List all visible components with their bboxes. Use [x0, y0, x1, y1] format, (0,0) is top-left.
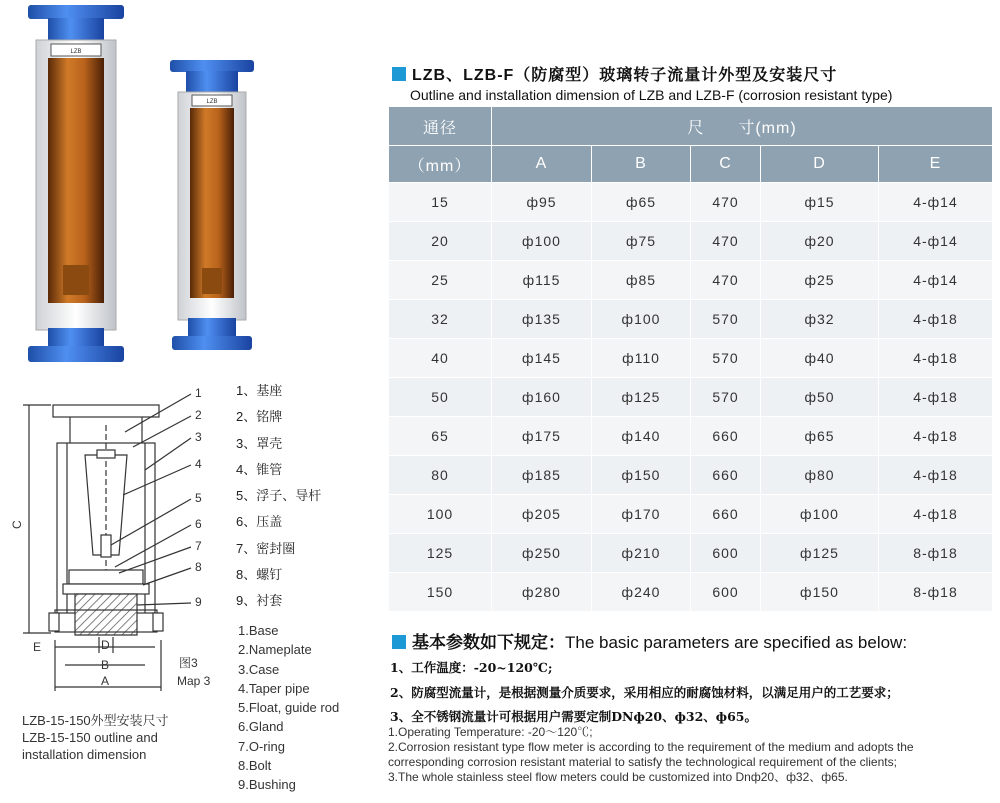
cell-c: 600 — [691, 573, 761, 612]
table-row — [389, 339, 993, 378]
header-col-d: D — [761, 146, 879, 183]
cell-b: ф140 — [592, 417, 691, 456]
cell-b: ф100 — [592, 300, 691, 339]
dim-label-d: D — [101, 638, 110, 652]
cell-c: 470 — [691, 222, 761, 261]
dimension-table — [388, 106, 993, 612]
legend-cn-item: 8、螺钉 — [236, 567, 283, 583]
table-row — [389, 378, 993, 417]
cell-b: ф75 — [592, 222, 691, 261]
cell-bore: 100 — [389, 495, 492, 534]
cell-e: 8-ф18 — [879, 534, 993, 573]
cell-a: ф160 — [492, 378, 592, 417]
cell-d: ф32 — [761, 300, 879, 339]
cell-c: 570 — [691, 339, 761, 378]
cell-a: ф175 — [492, 417, 592, 456]
legend-en-item: 7.O-ring — [238, 738, 285, 754]
cell-a: ф205 — [492, 495, 592, 534]
cell-e: 4-ф14 — [879, 261, 993, 300]
cell-b: ф110 — [592, 339, 691, 378]
legend-cn-item: 9、衬套 — [236, 593, 283, 609]
header-bore-1: 通径 — [389, 107, 492, 146]
flowmeter-small — [170, 60, 254, 350]
cell-b: ф170 — [592, 495, 691, 534]
section-title-cn-text: LZB、LZB-F（防腐型）玻璃转子流量计外型及安装尺寸 — [412, 67, 838, 84]
nameplate-left: LZB — [70, 49, 82, 55]
legend-en-item: 6.Gland — [238, 719, 284, 735]
table-row — [389, 183, 993, 222]
cell-bore: 25 — [389, 261, 492, 300]
table-row — [389, 534, 993, 573]
table-row — [389, 222, 993, 261]
param-en-line-4: 3.The whole stainless steel flow meters could be customized into Dnф20、ф32、ф65. — [388, 770, 848, 784]
legend-cn-item: 3、罩壳 — [236, 435, 283, 451]
flowmeter-photo — [18, 0, 278, 375]
cell-bore: 65 — [389, 417, 492, 456]
cell-d: ф65 — [761, 417, 879, 456]
cell-c: 660 — [691, 417, 761, 456]
callout-8: 8 — [195, 560, 202, 574]
legend-en-item: 2.Nameplate — [238, 642, 312, 658]
cell-c: 660 — [691, 456, 761, 495]
map-label-en: Map 3 — [177, 674, 211, 688]
legend-cn-item: 1、基座 — [236, 383, 283, 398]
callout-7: 7 — [195, 539, 202, 553]
cell-b: ф125 — [592, 378, 691, 417]
caption-line-1: LZB-15-150外型安装尺寸 — [22, 713, 169, 728]
cell-b: ф240 — [592, 573, 691, 612]
cell-c: 570 — [691, 300, 761, 339]
header-col-e: E — [879, 146, 993, 183]
cell-d: ф100 — [761, 495, 879, 534]
cell-c: 470 — [691, 261, 761, 300]
param-cn-line-1: 1、工作温度：-20~120℃; — [390, 660, 553, 675]
legend-en-item: 3.Case — [238, 661, 280, 677]
legend-cn-item: 4、锥管 — [236, 461, 283, 477]
legend-cn-item: 6、压盖 — [236, 514, 283, 530]
cell-e: 4-ф14 — [879, 222, 993, 261]
legend-en-item: 9.Bushing — [238, 777, 296, 793]
cell-bore: 32 — [389, 300, 492, 339]
cell-a: ф95 — [492, 183, 592, 222]
table-body — [389, 183, 993, 612]
table-row — [389, 417, 993, 456]
params-title-cn: 基本参数如下规定： — [412, 633, 565, 652]
cell-d: ф20 — [761, 222, 879, 261]
parts-legend-en — [238, 622, 388, 796]
table-row — [389, 300, 993, 339]
legend-en-item: 8.Bolt — [238, 758, 272, 774]
legend-cn-item: 5、浮子、导杆 — [236, 488, 322, 504]
cell-d: ф150 — [761, 573, 879, 612]
params-title-en: The basic parameters are specified as below: — [565, 633, 908, 652]
cell-d: ф25 — [761, 261, 879, 300]
cell-a: ф250 — [492, 534, 592, 573]
section-title-en: Outline and installation dimension of LZB and LZB-F (corrosion resistant type) — [410, 87, 893, 103]
table-row — [389, 495, 993, 534]
cell-e: 4-ф18 — [879, 339, 993, 378]
cell-a: ф185 — [492, 456, 592, 495]
cell-e: 4-ф14 — [879, 183, 993, 222]
legend-en-item: 4.Taper pipe — [238, 680, 310, 696]
cell-c: 470 — [691, 183, 761, 222]
dim-label-e: E — [33, 640, 42, 654]
legend-en-item: 1.Base — [238, 623, 279, 638]
cell-a: ф115 — [492, 261, 592, 300]
header-size: 尺 寸(mm) — [492, 107, 993, 146]
cell-bore: 80 — [389, 456, 492, 495]
cell-e: 4-ф18 — [879, 300, 993, 339]
param-en-line-1: 1.Operating Temperature: -20～120℃; — [388, 725, 593, 739]
callout-3: 3 — [195, 430, 202, 444]
params-title — [392, 628, 907, 653]
callout-2: 2 — [195, 408, 202, 422]
legend-en-item: 5.Float, guide rod — [238, 700, 340, 716]
header-col-a: A — [492, 146, 592, 183]
legend-cn-item: 7、密封圈 — [236, 540, 296, 556]
param-cn-line-2: 2、防腐型流量计，是根据测量介质要求，采用相应的耐腐蚀材料，以满足用户的工艺要求； — [390, 685, 899, 700]
cell-bore: 15 — [389, 183, 492, 222]
cell-e: 4-ф18 — [879, 417, 993, 456]
map-label-cn: 图3 — [179, 656, 198, 670]
cell-b: ф65 — [592, 183, 691, 222]
cell-bore: 150 — [389, 573, 492, 612]
section-marker-icon — [392, 67, 406, 81]
cell-c: 660 — [691, 495, 761, 534]
header-bore-2: （mm） — [389, 146, 492, 183]
cell-d: ф40 — [761, 339, 879, 378]
param-en-block — [388, 725, 993, 785]
cell-b: ф210 — [592, 534, 691, 573]
cell-c: 600 — [691, 534, 761, 573]
callout-4: 4 — [195, 457, 202, 471]
param-cn-line-3: 3、全不锈钢流量计可根据用户需要定制DNф20、ф32、ф65。 — [390, 709, 757, 724]
cell-d: ф15 — [761, 183, 879, 222]
param-en-line-3: corresponding corrosion resistant material to satisfy the technological requirement of the clients; — [388, 755, 897, 769]
cell-a: ф145 — [492, 339, 592, 378]
caption-line-2: LZB-15-150 outline and — [22, 730, 158, 745]
cell-d: ф80 — [761, 456, 879, 495]
cell-b: ф85 — [592, 261, 691, 300]
callout-6: 6 — [195, 517, 202, 531]
cell-c: 570 — [691, 378, 761, 417]
cell-a: ф100 — [492, 222, 592, 261]
section-marker-icon — [392, 635, 406, 649]
table-row — [389, 456, 993, 495]
cell-e: 8-ф18 — [879, 573, 993, 612]
caption-line-3: installation dimension — [22, 747, 147, 762]
dim-label-c: C — [10, 520, 24, 529]
dim-label-b: B — [101, 658, 110, 672]
cell-bore: 50 — [389, 378, 492, 417]
cell-d: ф50 — [761, 378, 879, 417]
outline-drawing — [10, 385, 245, 705]
callout-9: 9 — [195, 595, 202, 609]
flowmeter-large — [28, 5, 124, 362]
dim-label-a: A — [101, 674, 110, 688]
cell-d: ф125 — [761, 534, 879, 573]
header-col-b: B — [592, 146, 691, 183]
cell-bore: 20 — [389, 222, 492, 261]
nameplate-right: LZB — [206, 99, 218, 105]
table-row — [389, 261, 993, 300]
cell-b: ф150 — [592, 456, 691, 495]
legend-cn-item: 2、铭牌 — [236, 409, 283, 425]
cell-a: ф135 — [492, 300, 592, 339]
parts-legend-cn — [236, 382, 356, 619]
cell-a: ф280 — [492, 573, 592, 612]
cell-e: 4-ф18 — [879, 495, 993, 534]
callout-1: 1 — [195, 386, 202, 400]
drawing-caption — [22, 712, 169, 763]
table-row — [389, 573, 993, 612]
callout-5: 5 — [195, 491, 202, 505]
header-col-c: C — [691, 146, 761, 183]
cell-bore: 40 — [389, 339, 492, 378]
param-en-line-2: 2.Corrosion resistant type flow meter is according to the requirement of the medium and adopts the — [388, 740, 914, 754]
cell-e: 4-ф18 — [879, 378, 993, 417]
cell-bore: 125 — [389, 534, 492, 573]
cell-e: 4-ф18 — [879, 456, 993, 495]
section-title-cn — [392, 62, 837, 85]
